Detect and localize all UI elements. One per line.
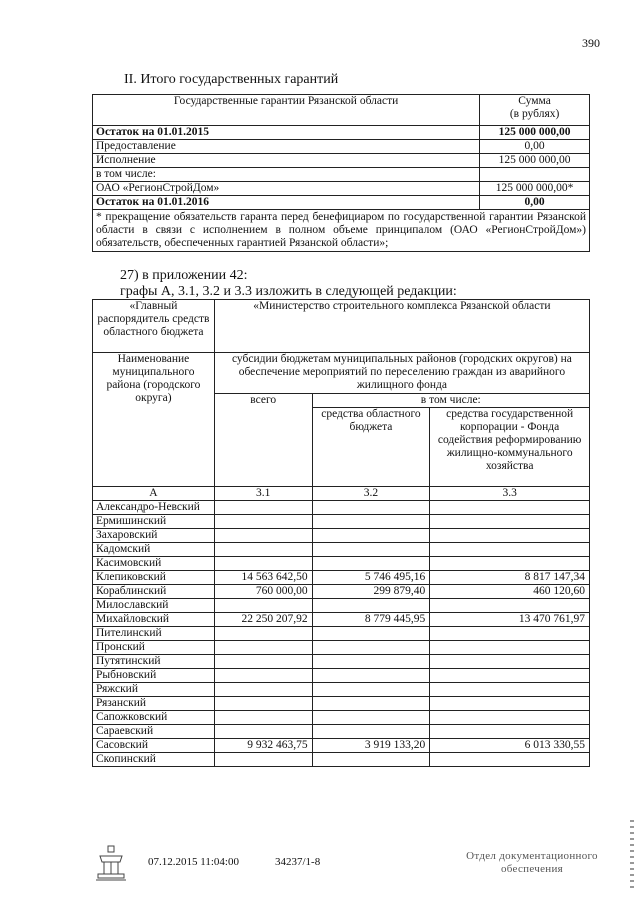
district-regional: 8 779 445,95 [312,613,430,627]
guarantee-value: 125 000 000,00 [480,126,590,140]
district-name: Пителинский [93,627,215,641]
district-fund [430,599,590,613]
district-regional [312,543,430,557]
district-fund [430,753,590,767]
district-total [214,669,312,683]
district-total [214,501,312,515]
regional-header: средства областного бюджета [312,408,430,487]
district-name: Александро-Невский [93,501,215,515]
district-name: Сапожковский [93,711,215,725]
district-fund [430,557,590,571]
district-total [214,683,312,697]
district-name: Касимовский [93,557,215,571]
guarantees-table [92,94,590,252]
district-name: Ряжский [93,683,215,697]
manager-value: «Министерство строительного комплекса Рязанской области [214,300,589,353]
stamp-line-1: Отдел документационного [466,850,598,862]
district-row [93,571,590,585]
district-regional [312,711,430,725]
district-name: Захаровский [93,529,215,543]
district-fund: 8 817 147,34 [430,571,590,585]
district-total [214,543,312,557]
district-regional: 5 746 495,16 [312,571,430,585]
district-regional [312,669,430,683]
footer-doc-number: 34237/1-8 [275,856,321,868]
guarantee-row [93,126,590,140]
district-row [93,725,590,739]
guarantee-value: 125 000 000,00 [480,154,590,168]
col-code-3-2: 3.2 [312,487,430,501]
district-regional: 299 879,40 [312,585,430,599]
district-row [93,585,590,599]
district-row [93,613,590,627]
district-total: 22 250 207,92 [214,613,312,627]
district-row [93,557,590,571]
guarantee-row [93,168,590,182]
item-27-columns: графы А, 3.1, 3.2 и 3.3 изложить в следующей редакции: [120,284,457,299]
district-total [214,515,312,529]
district-row [93,599,590,613]
district-row [93,501,590,515]
guarantee-value: 0,00 [480,196,590,210]
district-name: Клепиковский [93,571,215,585]
guarantee-value [480,168,590,182]
department-stamp [452,850,612,876]
coat-of-arms-icon [94,844,128,884]
district-name: Рыбновский [93,669,215,683]
district-name: Михайловский [93,613,215,627]
district-fund: 6 013 330,55 [430,739,590,753]
section-title: II. Итого государственных гарантий [124,72,339,87]
district-fund: 13 470 761,97 [430,613,590,627]
district-regional [312,599,430,613]
district-regional [312,697,430,711]
subsidy-header-row [93,353,590,394]
district-fund [430,725,590,739]
district-total [214,725,312,739]
district-fund [430,711,590,725]
district-regional: 3 919 133,20 [312,739,430,753]
district-row [93,543,590,557]
district-total [214,655,312,669]
fund-header: средства государственной корпорации - Фонда содействия реформированию жилищно-коммунального хозяйства [430,408,590,487]
district-name: Путятинский [93,655,215,669]
manager-row [93,300,590,353]
district-row [93,739,590,753]
district-regional [312,501,430,515]
district-name: Ермишинский [93,515,215,529]
district-name: Пронский [93,641,215,655]
district-regional [312,683,430,697]
page-number: 390 [582,36,600,50]
guarantee-label: Остаток на 01.01.2016 [93,196,480,210]
footer-datetime: 07.12.2015 11:04:00 [148,856,239,868]
district-total: 14 563 642,50 [214,571,312,585]
district-regional [312,655,430,669]
manager-label: «Главный распорядитель средств областного бюджета [93,300,215,353]
district-fund [430,683,590,697]
subsidy-table [92,299,590,767]
guarantees-header-name: Государственные гарантии Рязанской области [93,95,480,126]
district-name: Рязанский [93,697,215,711]
district-row [93,655,590,669]
district-fund [430,669,590,683]
district-total: 9 932 463,75 [214,739,312,753]
district-total [214,641,312,655]
district-fund [430,641,590,655]
district-total [214,627,312,641]
district-fund [430,501,590,515]
guarantee-label: Предоставление [93,140,480,154]
subsidy-header: субсидии бюджетам муниципальных районов (городских округов) на обеспечение мероприятий по переселению граждан из аварийного жилищного фонда [214,353,589,394]
district-row [93,753,590,767]
guarantee-value: 0,00 [480,140,590,154]
district-total [214,697,312,711]
district-name: Милославский [93,599,215,613]
guarantee-label: в том числе: [93,168,480,182]
district-row [93,697,590,711]
scan-margin-marks [630,820,634,890]
district-row [93,515,590,529]
district-regional [312,753,430,767]
district-regional [312,627,430,641]
guarantee-label: Исполнение [93,154,480,168]
district-fund [430,529,590,543]
district-fund: 460 120,60 [430,585,590,599]
district-row [93,529,590,543]
district-name: Сасовский [93,739,215,753]
district-total [214,711,312,725]
col-code-3-1: 3.1 [214,487,312,501]
district-total [214,599,312,613]
sum-label: Сумма [518,95,551,107]
district-total [214,557,312,571]
guarantee-row [93,140,590,154]
guarantee-footnote: * прекращение обязательств гаранта перед бенефициаром по государственной гарантии Рязанской области в связи с исполнением в полном объеме принципалом (ОАО «РегионСтройДом») обязательств, обеспеченных гарантией Рязанской области»; [93,210,590,252]
district-name: Кадомский [93,543,215,557]
guarantee-value: 125 000 000,00* [480,182,590,196]
district-regional [312,557,430,571]
stamp-line-2: обеспечения [500,863,564,875]
district-fund [430,697,590,711]
district-name: Кораблинский [93,585,215,599]
guarantee-label: ОАО «РегионСтройДом» [93,182,480,196]
district-total [214,753,312,767]
col-code-a: А [93,487,215,501]
district-header: Наименование муниципального района (городского округа) [93,353,215,487]
district-row [93,683,590,697]
col-code-3-3: 3.3 [430,487,590,501]
column-codes-row [93,487,590,501]
district-regional [312,725,430,739]
guarantee-row [93,182,590,196]
district-row [93,627,590,641]
district-total: 760 000,00 [214,585,312,599]
guarantees-header-sum [480,95,590,126]
district-regional [312,515,430,529]
district-fund [430,543,590,557]
district-fund [430,515,590,529]
district-fund [430,627,590,641]
district-row [93,641,590,655]
district-regional [312,641,430,655]
district-row [93,711,590,725]
district-name: Скопинский [93,753,215,767]
sum-unit: (в рублях) [509,108,560,120]
guarantees-header-row [93,95,590,126]
guarantee-label: Остаток на 01.01.2015 [93,126,480,140]
item-27: 27) в приложении 42: [120,268,248,283]
including-header: в том числе: [312,394,589,408]
district-regional [312,529,430,543]
district-fund [430,655,590,669]
district-row [93,669,590,683]
district-name: Сараевский [93,725,215,739]
guarantee-footnote-row [93,210,590,252]
guarantee-row [93,196,590,210]
total-header: всего [214,394,312,487]
guarantee-row [93,154,590,168]
district-total [214,529,312,543]
